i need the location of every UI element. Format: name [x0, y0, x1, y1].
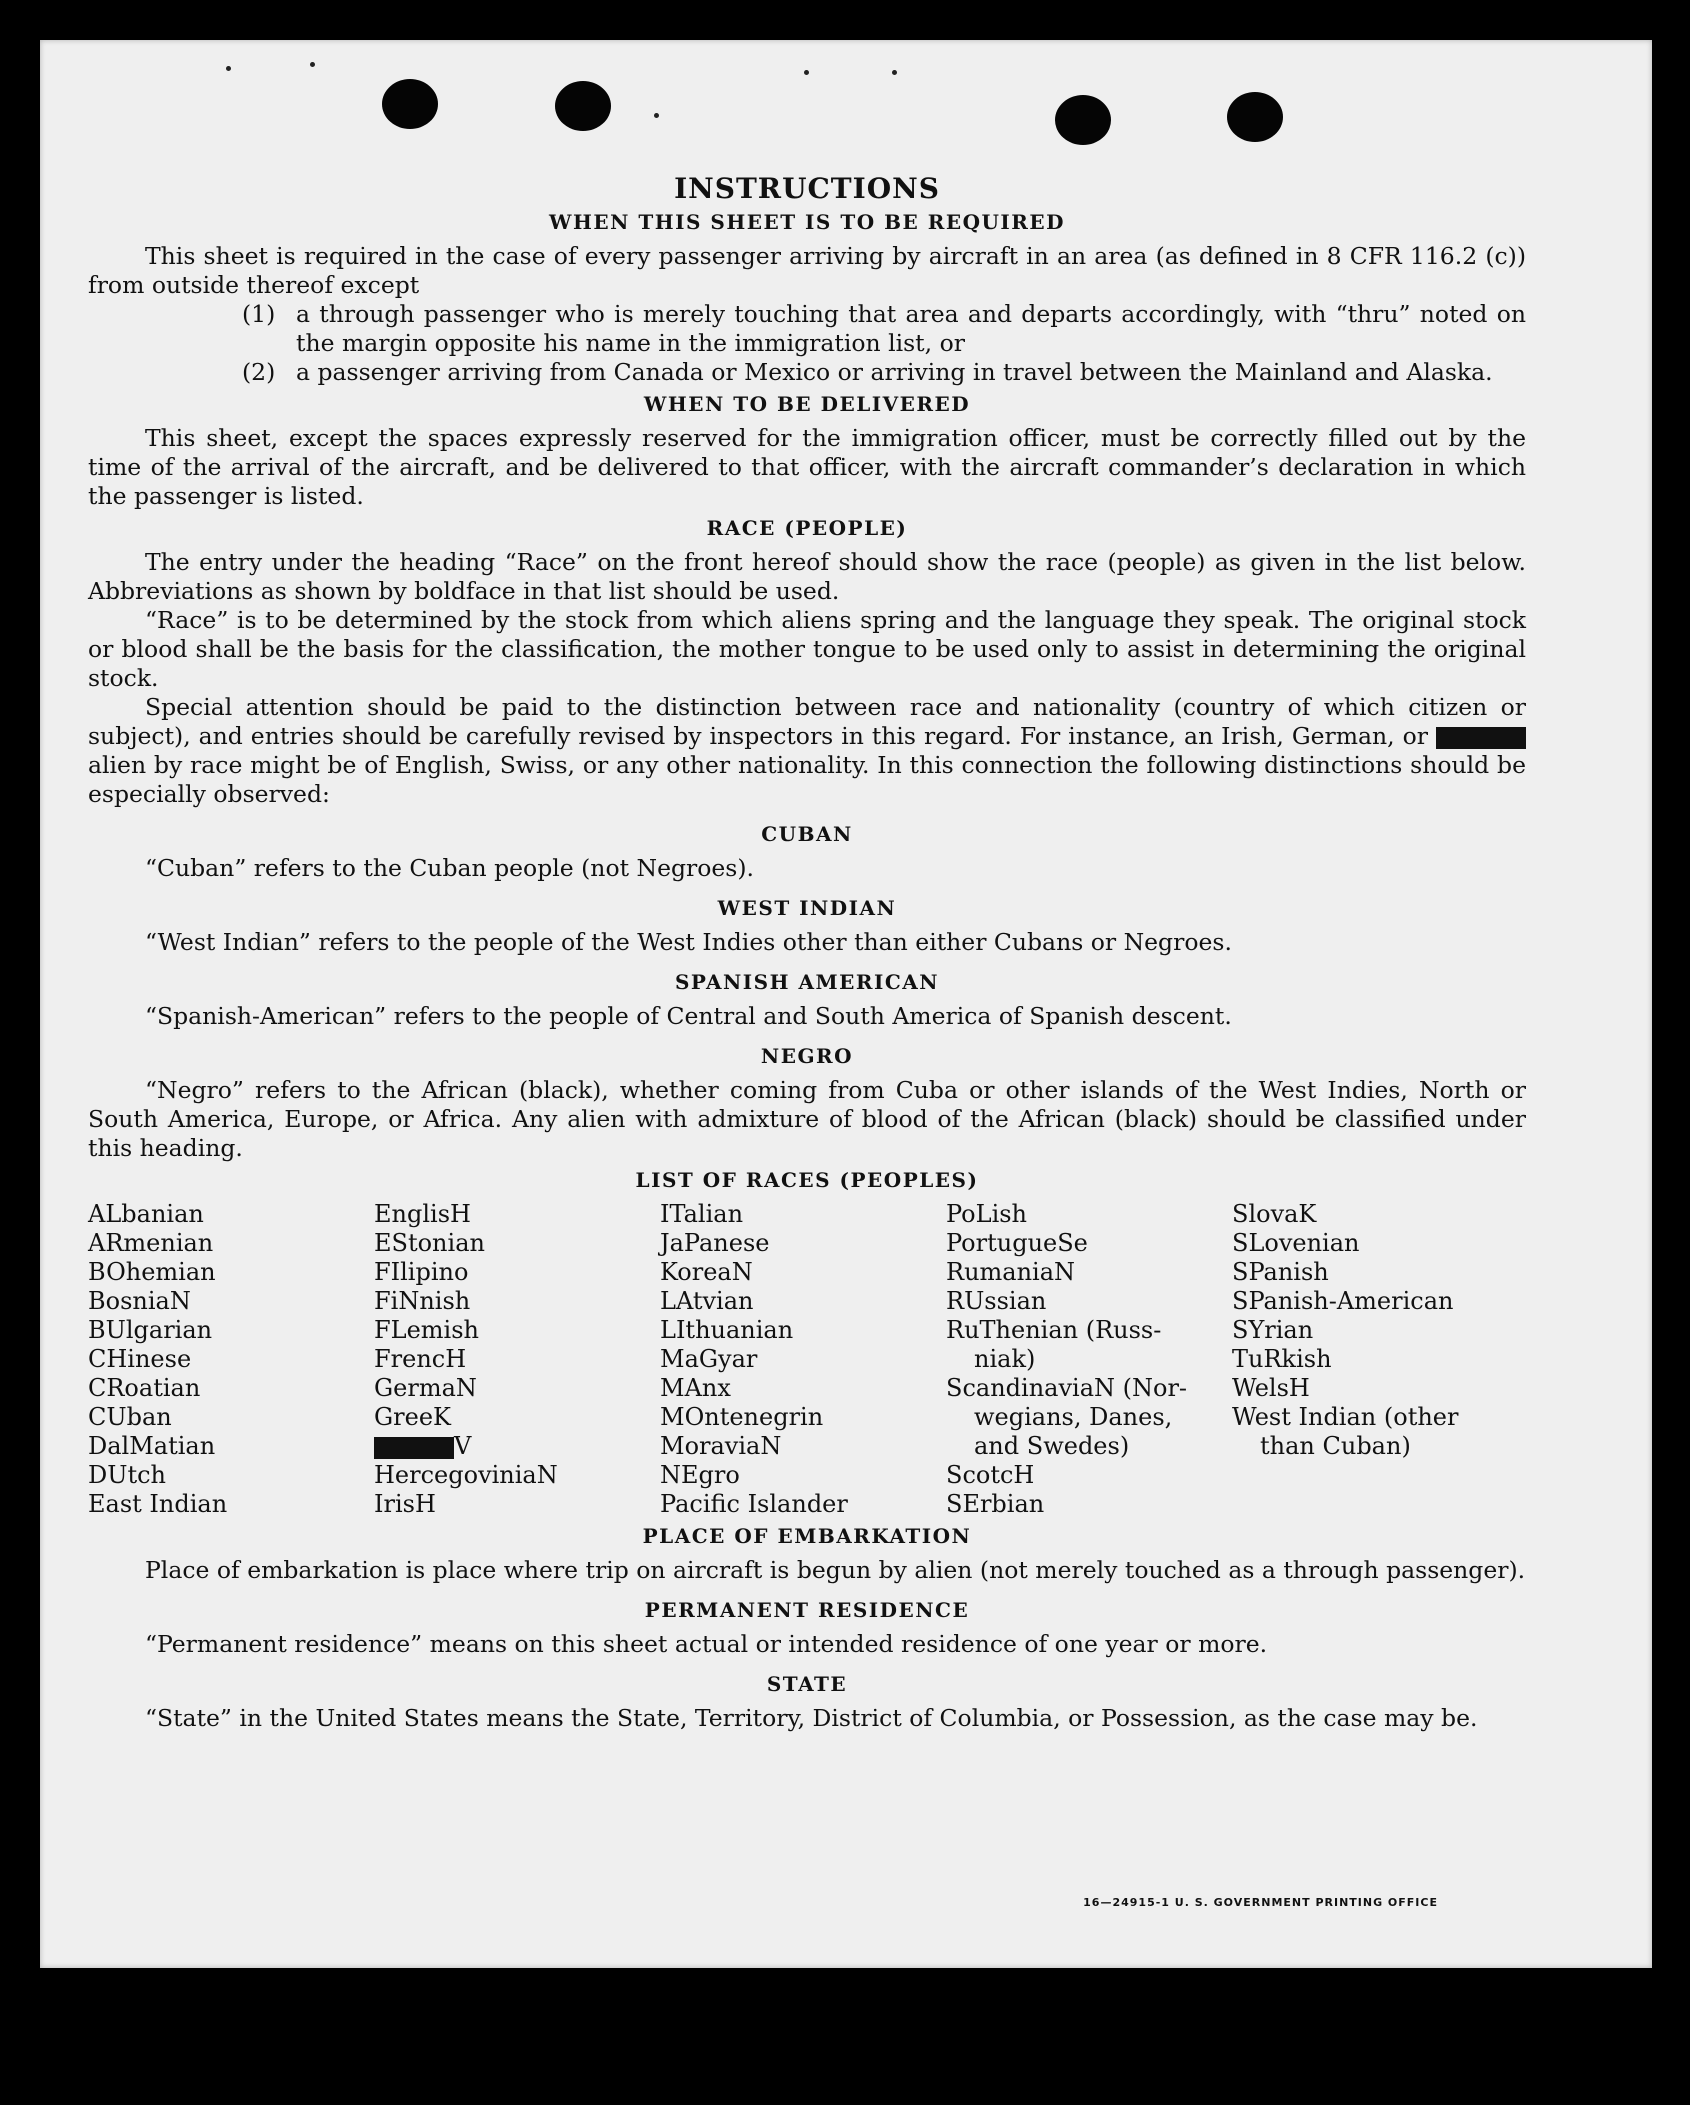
redacted-suffix: V — [454, 1432, 472, 1460]
race-item: ALbanian — [88, 1200, 204, 1228]
speck — [654, 113, 659, 118]
race-item: SLovenian — [1232, 1229, 1360, 1257]
speck — [310, 62, 315, 67]
race-item: PortugueSe — [946, 1229, 1088, 1257]
state-text: “State” in the United States means the State, Territory, District of Columbia, or Possession, as the case may be. — [145, 1704, 1478, 1732]
race-item: ScotcH — [946, 1461, 1035, 1489]
race-paragraph-3 — [88, 693, 1526, 809]
race-item: RuThenian (Russ- — [946, 1316, 1162, 1344]
section-heading-required: WHEN THIS SHEET IS TO BE REQUIRED — [549, 210, 1065, 234]
spanish-american-text: “Spanish-American” refers to the people of Central and South America of Spanish descent. — [145, 1002, 1232, 1030]
race-item: DalMatian — [88, 1432, 216, 1460]
race-column — [88, 1200, 374, 1519]
punch-hole — [382, 79, 438, 129]
race-item: MAnx — [660, 1374, 731, 1402]
race-item: ARmenian — [88, 1229, 214, 1257]
race-item: CUban — [88, 1403, 172, 1431]
race-item: MoraviaN — [660, 1432, 782, 1460]
race-item: ScandinaviaN (Nor- — [946, 1374, 1188, 1402]
race-column — [660, 1200, 946, 1519]
section-heading-residence: PERMANENT RESIDENCE — [644, 1598, 970, 1622]
race-item: BosniaN — [88, 1287, 191, 1315]
negro-text: “Negro” refers to the African (black), whether coming from Cuba or other islands of the West Indies, North or South America, Europe, or Africa. Any alien with admixture of blood of the African (black) should be classified under this heading. — [88, 1076, 1526, 1162]
cuban-text: “Cuban” refers to the Cuban people (not Negroes). — [145, 854, 755, 882]
redaction-mark — [374, 1437, 454, 1459]
race-paragraph-3a: Special attention should be paid to the distinction between race and nationality (country of which citizen or subject), and entries should be carefully revised by inspectors in this regard. For instance, an Irish, German, or — [88, 693, 1526, 750]
race-item: MOntenegrin — [660, 1403, 824, 1431]
race-item: BUlgarian — [88, 1316, 213, 1344]
punch-hole — [1227, 92, 1283, 142]
race-item: West Indian (other — [1232, 1403, 1459, 1431]
item-text: a through passenger who is merely touching that area and departs accordingly, with “thru” noted on the margin opposite his name in the immigration list, or — [296, 300, 1526, 357]
race-item: MaGyar — [660, 1345, 758, 1373]
race-item: RUssian — [946, 1287, 1047, 1315]
race-item: GreeK — [374, 1403, 451, 1431]
race-item: HercegoviniaN — [374, 1461, 558, 1489]
race-column — [946, 1200, 1232, 1519]
race-item: KoreaN — [660, 1258, 753, 1286]
speck — [804, 70, 809, 75]
race-item: BOhemian — [88, 1258, 216, 1286]
section-heading-west-indian: WEST INDIAN — [717, 896, 897, 920]
race-item: niak) — [974, 1345, 1036, 1373]
section-heading-delivered: WHEN TO BE DELIVERED — [643, 392, 971, 416]
race-item: FrencH — [374, 1345, 467, 1373]
race-item: Pacific Islander — [660, 1490, 848, 1518]
race-column — [374, 1200, 660, 1519]
race-item: SPanish-American — [1232, 1287, 1454, 1315]
race-item: SErbian — [946, 1490, 1045, 1518]
section-heading-race: RACE (PEOPLE) — [706, 516, 908, 540]
race-item: DUtch — [88, 1461, 167, 1489]
race-item: CRoatian — [88, 1374, 201, 1402]
punch-hole — [555, 81, 611, 131]
item-text: a passenger arriving from Canada or Mexico or arriving in travel between the Mainland and Alaska. — [296, 358, 1493, 386]
race-column-part — [374, 1200, 660, 1432]
embarkation-text: Place of embarkation is place where trip on aircraft is begun by alien (not merely touched as a through passenger). — [145, 1556, 1526, 1584]
section-heading-negro: NEGRO — [760, 1044, 854, 1068]
race-list — [88, 1200, 1526, 1519]
race-item: TuRkish — [1232, 1345, 1332, 1373]
race-item: ITalian — [660, 1200, 744, 1228]
section-heading-spanish-american: SPANISH AMERICAN — [674, 970, 940, 994]
item-number: (1) — [242, 300, 276, 328]
item-number: (2) — [242, 358, 276, 386]
speck — [226, 66, 231, 71]
exception-item — [242, 358, 1526, 387]
speck — [892, 70, 897, 75]
redaction-mark — [1436, 727, 1526, 749]
race-item: East Indian — [88, 1490, 228, 1518]
required-intro: This sheet is required in the case of every passenger arriving by aircraft in an area (as defined in 8 CFR 116.2 (c)) from outside thereof except — [88, 242, 1526, 299]
race-item: SlovaK — [1232, 1200, 1317, 1228]
race-item-redacted — [374, 1432, 660, 1461]
race-column-part — [374, 1461, 660, 1519]
race-item: FiNnish — [374, 1287, 471, 1315]
race-item: LIthuanian — [660, 1316, 794, 1344]
race-item: CHinese — [88, 1345, 192, 1373]
race-item: PoLish — [946, 1200, 1028, 1228]
printer-imprint: 16—24915-1 U. S. GOVERNMENT PRINTING OFFICE — [1083, 1896, 1438, 1909]
instructions-body — [88, 174, 1526, 1733]
west-indian-text: “West Indian” refers to the people of the West Indies other than either Cubans or Negroes. — [145, 928, 1232, 956]
exception-item — [242, 300, 1526, 358]
race-item: SPanish — [1232, 1258, 1329, 1286]
race-item: EnglisH — [374, 1200, 471, 1228]
race-item: RumaniaN — [946, 1258, 1076, 1286]
race-item: LAtvian — [660, 1287, 754, 1315]
race-item: wegians, Danes, — [974, 1403, 1173, 1431]
race-item: SYrian — [1232, 1316, 1314, 1344]
residence-text: “Permanent residence” means on this sheet actual or intended residence of one year or more. — [145, 1630, 1268, 1658]
race-item: WelsH — [1232, 1374, 1310, 1402]
race-column — [1232, 1200, 1518, 1519]
race-item: and Swedes) — [974, 1432, 1130, 1460]
race-paragraph-2: “Race” is to be determined by the stock from which aliens spring and the language they speak. The original stock or blood shall be the basis for the classification, the mother tongue to be used only to assist in determining the original stock. — [88, 606, 1526, 692]
race-paragraph-3b: alien by race might be of English, Swiss, or any other nationality. In this connection the following distinctions should be especially observed: — [88, 751, 1526, 808]
section-heading-cuban: CUBAN — [761, 822, 853, 846]
race-item: NEgro — [660, 1461, 740, 1489]
race-item: IrisH — [374, 1490, 436, 1518]
document-sheet — [40, 40, 1652, 1968]
section-heading-race-list: LIST OF RACES (PEOPLES) — [635, 1168, 979, 1192]
race-paragraph-1: The entry under the heading “Race” on the front hereof should show the race (people) as given in the list below. Abbreviations as shown by boldface in that list should be used. — [88, 548, 1526, 605]
page-title: INSTRUCTIONS — [674, 172, 940, 205]
section-heading-embarkation: PLACE OF EMBARKATION — [642, 1524, 972, 1548]
race-item: than Cuban) — [1260, 1432, 1411, 1460]
race-item: GermaN — [374, 1374, 477, 1402]
race-item: FLemish — [374, 1316, 479, 1344]
race-item: EStonian — [374, 1229, 485, 1257]
section-heading-state: STATE — [766, 1672, 848, 1696]
race-item: JaPanese — [660, 1229, 770, 1257]
delivered-text: This sheet, except the spaces expressly reserved for the immigration officer, must be correctly filled out by the time of the arrival of the aircraft, and be delivered to that officer, with the aircraft commander’s declaration in which the passenger is listed. — [88, 424, 1526, 510]
punch-hole — [1055, 95, 1111, 145]
race-item: FIlipino — [374, 1258, 469, 1286]
